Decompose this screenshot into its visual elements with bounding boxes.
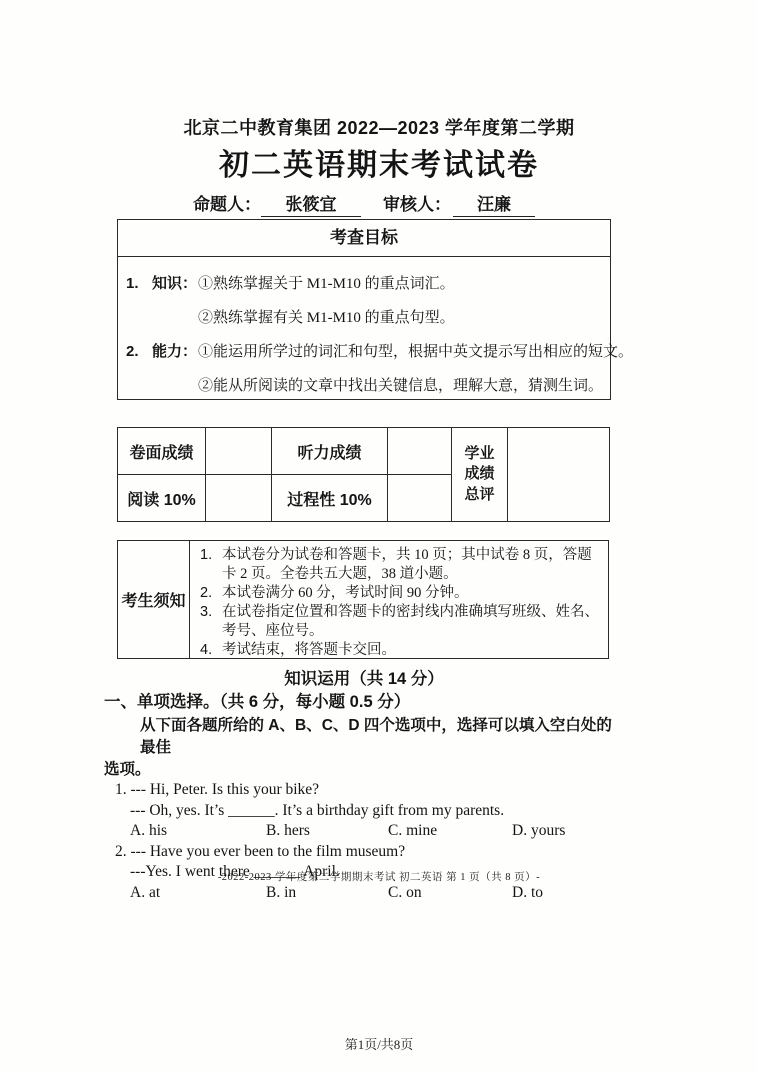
- scan-page-footer: -2022-2023 学年度第二学期期末考试 初二英语 第 1 页（共 8 页）-: [217, 872, 541, 883]
- notice-item: 2. 本试卷满分 60 分，考试时间 90 分钟。: [200, 585, 469, 601]
- notice-list: [190, 541, 608, 658]
- objective-line: ①熟练掌握关于 M1-M10 的重点词汇。: [198, 276, 455, 292]
- option-d: D. yours: [512, 822, 566, 839]
- objective-number: 1.: [126, 275, 139, 292]
- notice-label: 考生须知: [118, 541, 190, 658]
- objective-label: 能力：: [152, 343, 198, 360]
- question-stem: 1. --- Hi, Peter. Is this your bike?: [115, 781, 320, 798]
- objective-label: 知识：: [152, 275, 198, 292]
- exam-title: 初二英语期末考试试卷: [219, 149, 539, 182]
- reviewer-name: 汪廉: [453, 190, 535, 217]
- question-1: [104, 780, 624, 842]
- overall-grade-blank-cell: [508, 428, 610, 522]
- overall-grade-label: 学业 成绩 总评: [452, 428, 508, 522]
- notice-item: 4. 考试结束，将答题卡交回。: [200, 642, 396, 658]
- option-c: C. on: [388, 883, 422, 901]
- process-score-blank-cell: [388, 475, 452, 522]
- question-stem: 2. --- Have you ever been to the film museum?: [115, 842, 406, 860]
- objective-number: 2.: [126, 343, 139, 360]
- question-stem: ---Yes. I went there ______ April.: [130, 863, 340, 880]
- school-term-line: 北京二中教育集团 2022—2023 学年度第二学期: [183, 118, 575, 138]
- option-a: A. at: [130, 883, 161, 901]
- reviewer-label: 审核人：: [383, 195, 451, 214]
- objective-line: ②熟练掌握有关 M1-M10 的重点句型。: [198, 310, 455, 326]
- setter-name: 张筱宜: [261, 190, 361, 217]
- objective-item-knowledge: [126, 267, 602, 335]
- objective-line: ②能从所阅读的文章中找出关键信息，理解大意，猜测生词。: [198, 378, 604, 394]
- score-summary-table: [117, 427, 610, 522]
- credits-row: [193, 190, 535, 217]
- listening-score-blank-cell: [388, 428, 452, 475]
- option-b: B. hers: [266, 822, 310, 839]
- exam-body: [104, 668, 624, 903]
- paper-score-blank-cell: [206, 428, 272, 475]
- instruction-line: 选项。: [104, 761, 151, 778]
- setter-label: 命题人：: [193, 195, 261, 214]
- objectives-body: [118, 257, 634, 403]
- notice-item: 3. 在试卷指定位置和答题卡的密封线内准确填写班级、姓名、考号、座位号。: [200, 604, 599, 639]
- question-options: [104, 821, 624, 842]
- option-d: D. to: [512, 883, 543, 901]
- process-score-label: 过程性 10%: [272, 475, 388, 522]
- viewer-page-indicator: 第1页/共8页: [344, 1037, 414, 1052]
- exam-objectives-box: [117, 219, 634, 400]
- instruction-line: 从下面各题所给的 A、B、C、D 四个选项中，选择可以填入空白处的最佳: [140, 717, 612, 756]
- objective-item-ability: [126, 335, 634, 403]
- part-one-header: 一、单项选择。（共 6 分，每小题 0.5 分）: [104, 693, 411, 711]
- notice-item: 1. 本试卷分为试卷和答题卡，共 10 页；其中试卷 8 页，答题卡 2 页。全卷共五大题，38 道小题。: [200, 547, 592, 582]
- question-options: [104, 883, 624, 904]
- section-header: 知识运用（共 14 分）: [284, 670, 444, 688]
- reading-score-blank-cell: [206, 475, 272, 522]
- question-stem: --- Oh, yes. It’s ______. It’s a birthday gift from my parents.: [130, 801, 505, 819]
- option-b: B. in: [266, 883, 297, 901]
- objective-line: ①能运用所学过的词汇和句型，根据中英文提示写出相应的短文。: [198, 344, 634, 360]
- option-a: A. his: [130, 822, 168, 839]
- option-c: C. mine: [388, 822, 438, 839]
- paper-score-label: 卷面成绩: [118, 428, 206, 475]
- candidate-notice-box: [117, 540, 609, 659]
- objectives-title: 考查目标: [118, 220, 610, 257]
- reading-score-label: 阅读 10%: [118, 475, 206, 522]
- listening-score-label: 听力成绩: [272, 428, 388, 475]
